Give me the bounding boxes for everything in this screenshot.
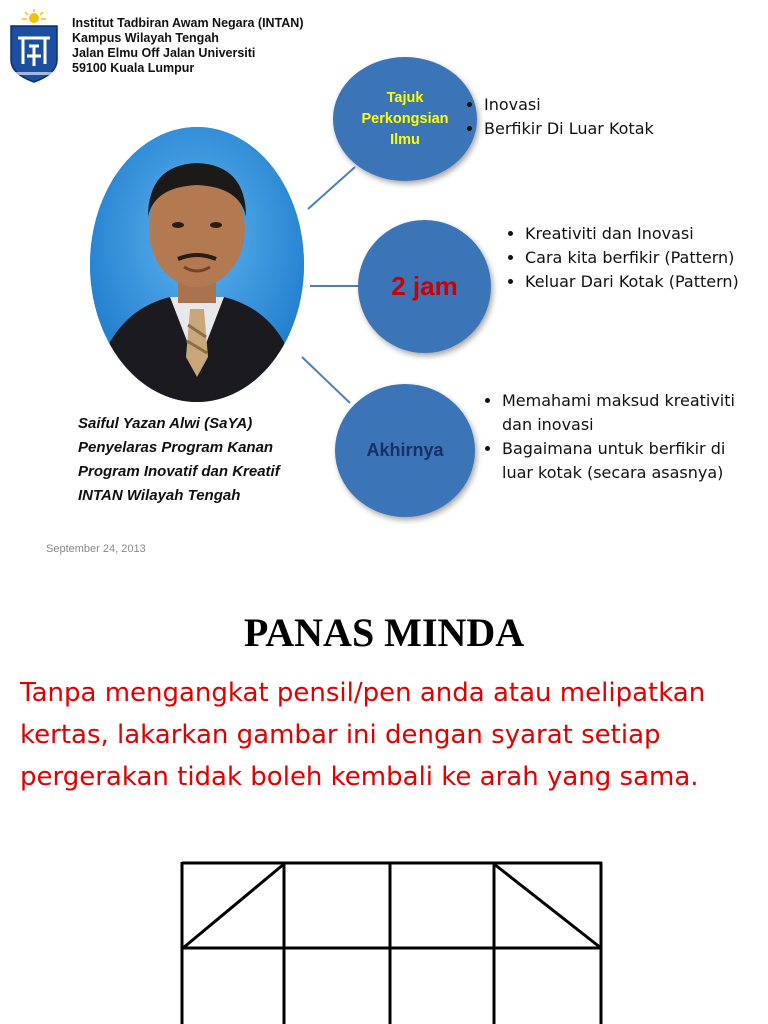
- header-line: Kampus Wilayah Tengah: [72, 31, 219, 45]
- bullet-item: • Memahami maksud kreativiti dan inovasi: [502, 389, 742, 437]
- presenter-line: INTAN Wilayah Tengah: [78, 487, 241, 504]
- bullet-item: • Keluar Dari Kotak (Pattern): [525, 270, 755, 294]
- header-line: Institut Tadbiran Awam Negara (INTAN): [72, 16, 304, 30]
- bullet-item: • Berfikir Di Luar Kotak: [484, 117, 768, 141]
- presenter-line: Program Inovatif dan Kreatif: [78, 463, 280, 480]
- bullet-item: • Kreativiti dan Inovasi: [525, 222, 755, 246]
- topic-circle-label: 2 jam: [391, 271, 458, 301]
- topic-circle-label: Akhirnya: [366, 440, 444, 460]
- bullet-item: • Inovasi: [484, 93, 768, 117]
- presenter-line: Penyelaras Program Kanan: [78, 439, 274, 456]
- page-title: PANAS MINDA: [243, 610, 525, 655]
- instruction-text: Tanpa mengangkat pensil/pen anda atau melipatkan kertas, lakarkan gambar ini dengan syarat setiap pergerakan tidak boleh kembali ke arah yang sama.: [20, 678, 706, 792]
- bullet-item: • Cara kita berfikir (Pattern): [525, 246, 755, 270]
- header-line: Jalan Elmu Off Jalan Universiti: [72, 46, 256, 60]
- header-line: 59100 Kuala Lumpur: [72, 61, 195, 75]
- presenter-line: Saiful Yazan Alwi (SaYA): [78, 415, 253, 432]
- slide-date: September 24, 2013: [46, 543, 146, 555]
- topic-circle-label: Tajuk Perkongsian Ilmu: [361, 89, 449, 148]
- bullet-item: • Bagaimana untuk berfikir di luar kotak (secara asasnya): [502, 437, 742, 485]
